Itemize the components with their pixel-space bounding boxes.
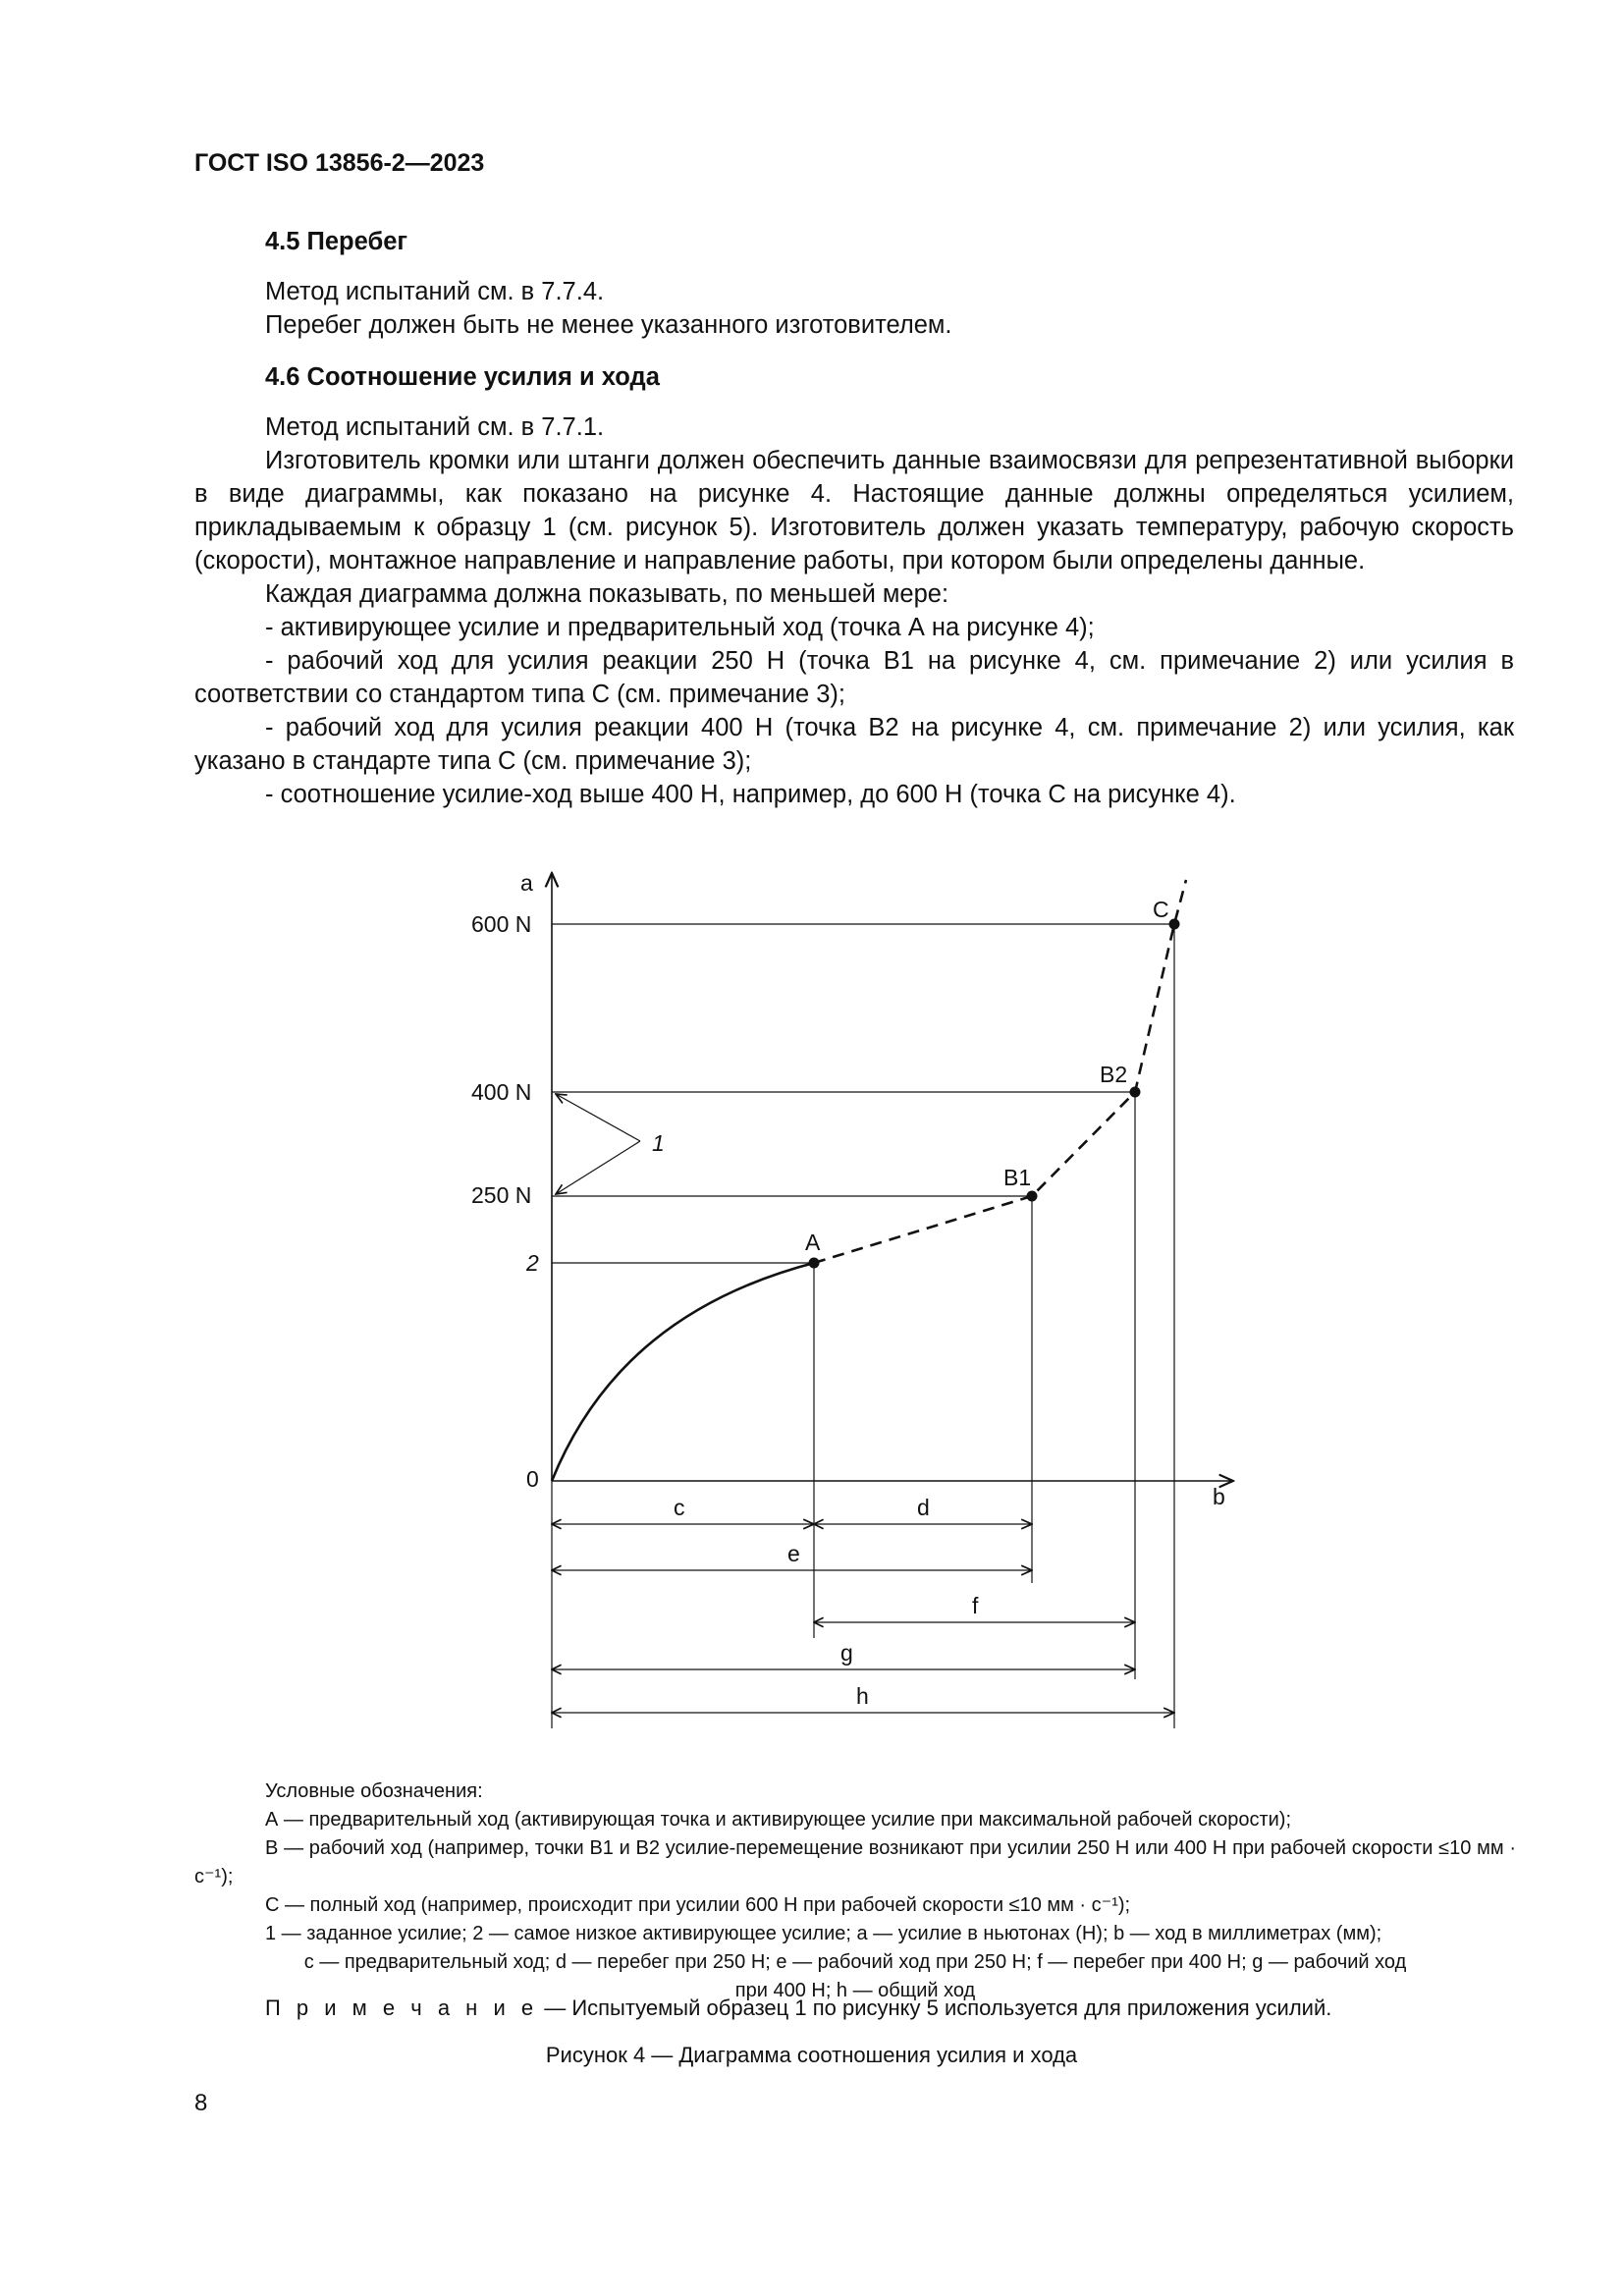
legend-heading: Условные обозначения:: [265, 1780, 483, 1802]
legend-line: В — рабочий ход (например, точки B1 и B2 усилие-перемещение возникают при усилии 250 Н или 400 Н при рабочей скорости ≤10 мм · с⁻¹);: [194, 1837, 1516, 1887]
x-axis-label: b: [1213, 1484, 1225, 1509]
legend-line: А — предварительный ход (активирующая точка и активирующее усилие при максимальной рабочей скорости);: [265, 1809, 1292, 1831]
legend-line: при 400 Н; h — общий ход: [734, 1980, 976, 2001]
paragraph: Перебег должен быть не менее указанного изготовителем.: [265, 311, 952, 339]
point-B1: [1027, 1191, 1038, 1202]
callout-arrow-400: [556, 1094, 640, 1141]
page-number: 8: [194, 2090, 208, 2116]
force-curve-dashed: [814, 880, 1186, 1263]
callout-arrow-250: [556, 1141, 640, 1194]
y-tick-2: 2: [526, 1250, 539, 1276]
dim-label-f: f: [972, 1593, 979, 1618]
y-tick-400: 400 N: [471, 1079, 532, 1105]
point-label-A: A: [805, 1230, 821, 1255]
list-item: - рабочий ход для усилия реакции 250 Н (точка B1 на рисунке 4, см. примечание 2) или усилия в соответствии со стандартом типа С (см. примечание 3);: [194, 647, 1514, 708]
list-item: - соотношение усилие-ход выше 400 Н, например, до 600 Н (точка С на рисунке 4).: [265, 781, 1236, 808]
note-label: П р и м е ч а н и е: [265, 1995, 539, 2020]
paragraph: Метод испытаний см. в 7.7.4.: [265, 278, 605, 305]
figure-legend: [194, 1777, 1516, 2005]
point-C: [1169, 919, 1180, 930]
list-item: - активирующее усилие и предварительный ход (точка А на рисунке 4);: [265, 614, 1095, 641]
figure-caption: Рисунок 4 — Диаграмма соотношения усилия и хода: [545, 2043, 1078, 2067]
legend-line: 1 — заданное усилие; 2 — самое низкое активирующее усилие; a — усилие в ньютонах (Н); b — ход в миллиметрах (мм);: [265, 1923, 1382, 1944]
figure-note: [265, 1995, 1331, 2021]
paragraph: Каждая диаграмма должна показывать, по меньшей мере:: [265, 580, 949, 608]
legend-line: c — предварительный ход; d — перебег при 250 Н; e — рабочий ход при 250 Н; f — перебег при 400 Н; g — рабочий ход: [303, 1951, 1407, 1973]
point-A: [809, 1258, 820, 1269]
dim-label-d: d: [917, 1495, 930, 1520]
y-axis-label: a: [520, 870, 533, 896]
paragraph: Метод испытаний см. в 7.7.1.: [265, 413, 605, 441]
section-4-5-title: 4.5 Перебег: [265, 228, 408, 255]
force-curve-solid: [552, 1263, 814, 1481]
dim-label-c: c: [674, 1495, 685, 1520]
point-label-B1: B1: [1003, 1165, 1032, 1190]
point-label-B2: B2: [1100, 1062, 1128, 1087]
callout-1-label: 1: [652, 1130, 665, 1156]
dim-label-g: g: [840, 1640, 853, 1666]
dim-label-h: h: [856, 1683, 869, 1709]
document-header: ГОСТ ISO 13856-2—2023: [194, 149, 485, 177]
legend-line: С — полный ход (например, происходит при усилии 600 Н при рабочей скорости ≤10 мм · с⁻¹);: [265, 1894, 1131, 1916]
y-tick-600: 600 N: [471, 911, 532, 937]
y-tick-250: 250 N: [471, 1182, 532, 1208]
point-label-C: C: [1153, 897, 1169, 922]
point-B2: [1130, 1087, 1141, 1098]
paragraph: Изготовитель кромки или штанги должен обеспечить данные взаимосвязи для репрезентативной выборки в виде диаграммы, как показано на рисунке 4. Настоящие данные должны определяться усилием, прикладываемым к образцу 1 (см. рисунок 5). Изготовитель должен указать температуру, рабочую скорость (скорости), монтажное направление и направление работы, при котором были определены данные.: [194, 447, 1514, 574]
list-item: - рабочий ход для усилия реакции 400 Н (точка B2 на рисунке 4, см. примечание 2) или усилия, как указано в стандарте типа С (см. примечание 3);: [194, 714, 1514, 775]
section-4-6-title: 4.6 Соотношение усилия и хода: [265, 363, 660, 391]
dim-label-e: e: [787, 1541, 800, 1566]
note-text: — Испытуемый образец 1 по рисунку 5 используется для приложения усилий.: [538, 1995, 1332, 2020]
origin-label: 0: [526, 1466, 539, 1492]
